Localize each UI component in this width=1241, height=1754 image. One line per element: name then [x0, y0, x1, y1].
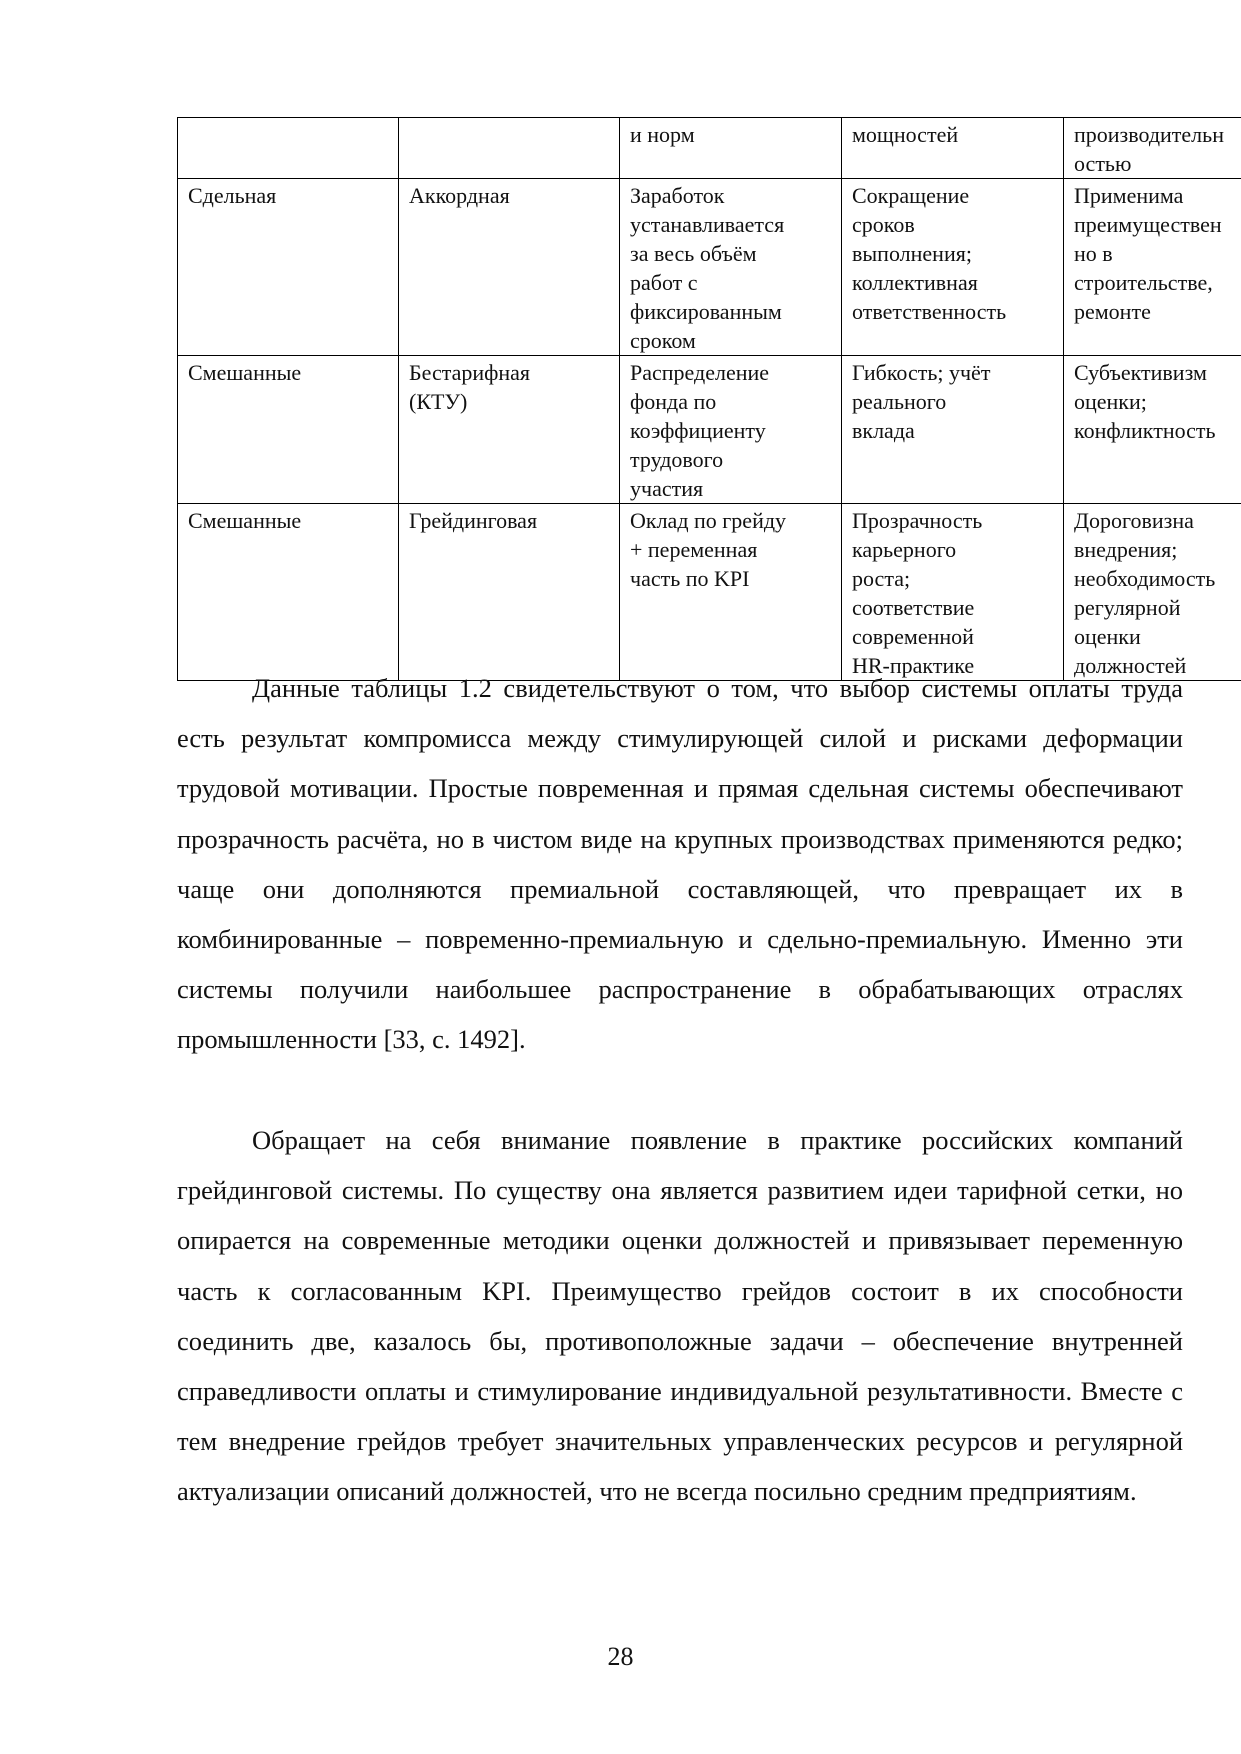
- table-cell: Применима преимуществен но в строительстве, ремонте: [1064, 179, 1241, 356]
- table-cell: [178, 118, 399, 179]
- page-number: 28: [607, 1642, 634, 1671]
- body-paragraph: Обращает на себя внимание появление в практике российских компаний грейдинговой системы. По существу она является развитием идеи тарифной сетки, но опирается на современные методики оценки должностей и привязывает переменную часть к согласованным KPI. Преимущество грейдов состоит в их способности соединить две, казалось бы, противоположные задачи – обеспечение внутренней справедливости оплаты и стимулирование индивидуальной результативности. Вместе с тем внедрение грейдов требует значительных управленческих ресурсов и регулярной актуализации описаний должностей, что не всегда посильно средним предприятиям.: [177, 1125, 1183, 1507]
- table-cell: Сдельная: [178, 179, 399, 356]
- body-paragraph: Данные таблицы 1.2 свидетельствуют о том, что выбор системы оплаты труда есть результат компромисса между стимулирующей силой и рисками деформации трудовой мотивации. Простые повременная и прямая сдельная системы обеспечивают прозрачность расчёта, но в чистом виде на крупных производствах применяются редко; чаще они дополняются премиальной составляющей, что превращает их в комбинированные – повременно-премиальную и сдельно-премиальную. Именно эти системы получили наибольшее распространение в обрабатывающих отраслях промышленности [33, с. 1492].: [177, 673, 1183, 1055]
- table-cell: и норм: [620, 118, 842, 179]
- table-row: [178, 504, 1241, 681]
- table-cell: Грейдинговая: [399, 504, 620, 681]
- table-cell: Субъективизм оценки; конфликтность: [1064, 356, 1241, 504]
- table-cell: Прозрачность карьерного роста; соответствие современной HR-практике: [842, 504, 1064, 681]
- table-cell: Заработок устанавливается за весь объём работ с фиксированным сроком: [620, 179, 842, 356]
- table-cell: Дороговизна внедрения; необходимость регулярной оценки должностей: [1064, 504, 1241, 681]
- table-cell: Оклад по грейду + переменная часть по KPI: [620, 504, 842, 681]
- table-cell: [399, 118, 620, 179]
- table-cell: Гибкость; учёт реального вклада: [842, 356, 1064, 504]
- wage-systems-table: [177, 117, 1241, 681]
- table-cell: Смешанные: [178, 356, 399, 504]
- table-cell: Аккордная: [399, 179, 620, 356]
- table-cell: Распределение фонда по коэффициенту трудового участия: [620, 356, 842, 504]
- table-cell: Сокращение сроков выполнения; коллективная ответственность: [842, 179, 1064, 356]
- table-cell: Смешанные: [178, 504, 399, 681]
- table-cell: мощностей: [842, 118, 1064, 179]
- table-row: [178, 118, 1241, 179]
- table-row: [178, 356, 1241, 504]
- table-cell: производительн остью: [1064, 118, 1241, 179]
- table-row: [178, 179, 1241, 356]
- table-cell: Бестарифная (КТУ): [399, 356, 620, 504]
